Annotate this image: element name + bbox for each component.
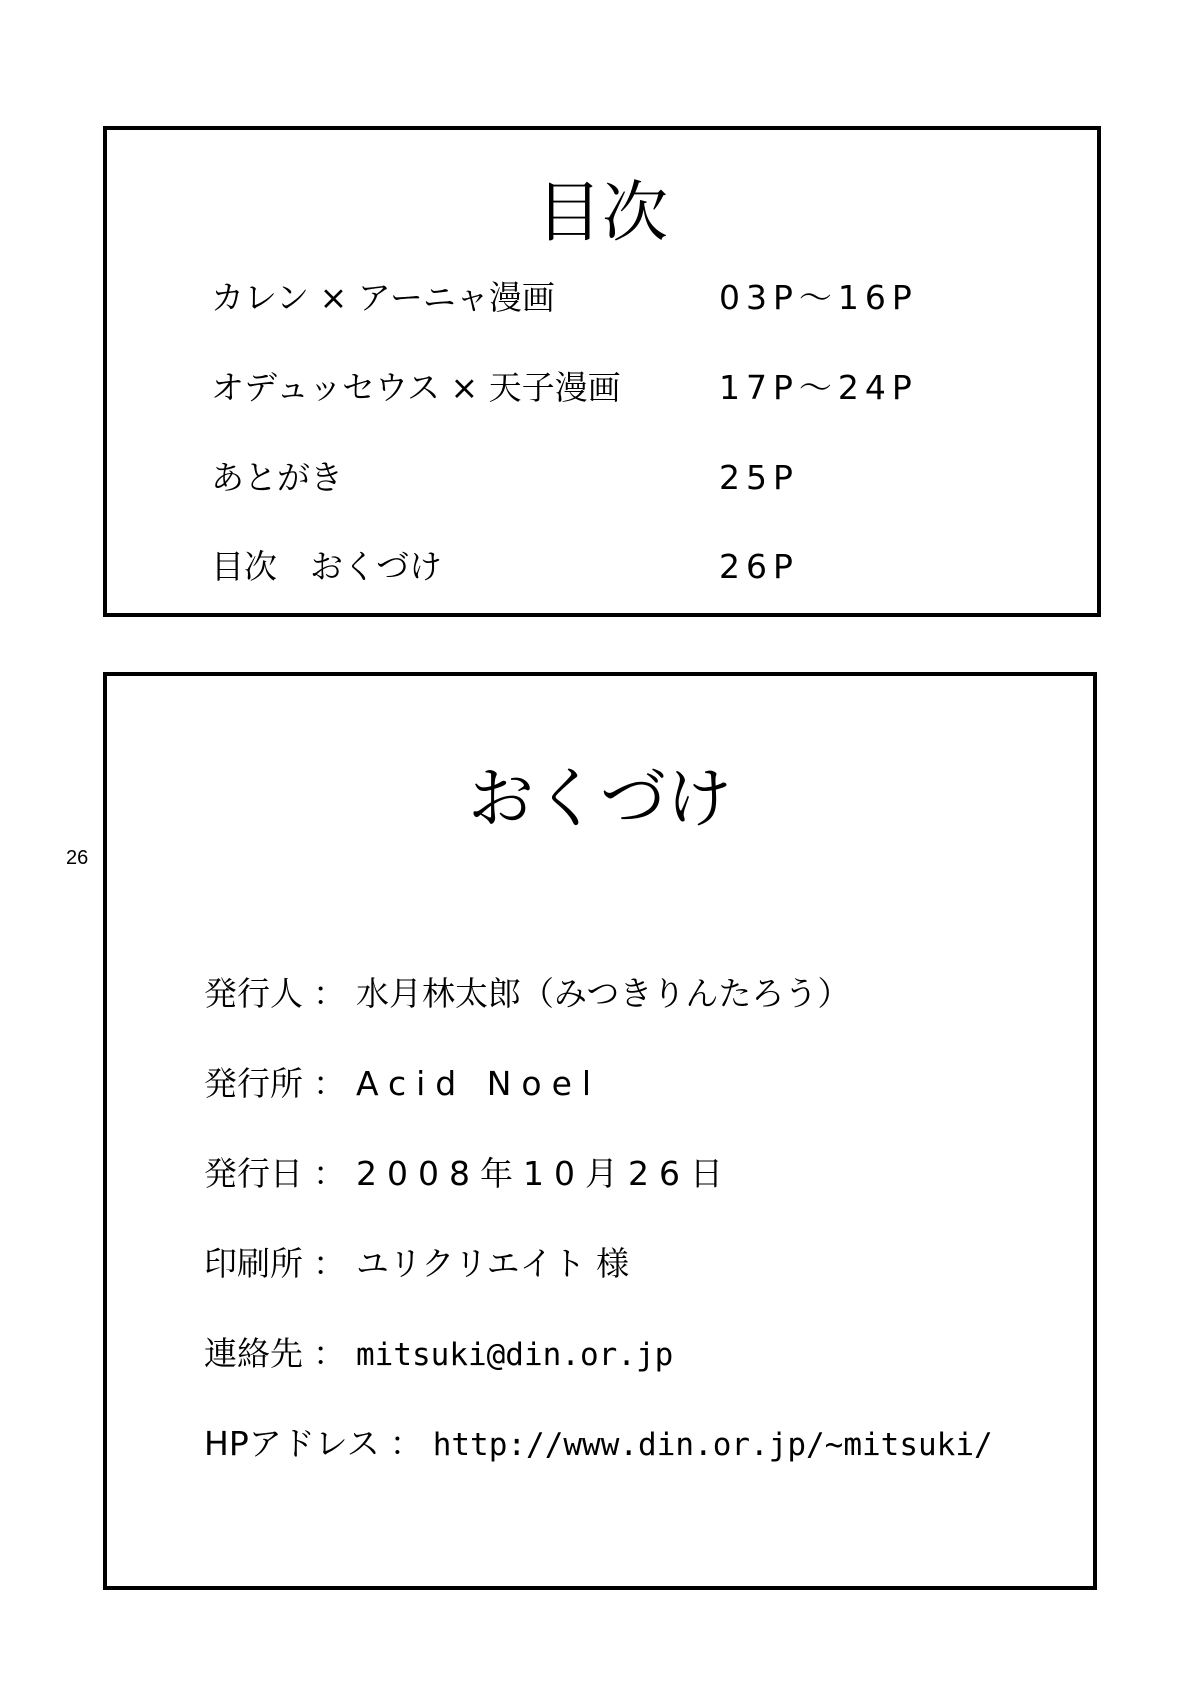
toc-entry-label: オデュッセウス × 天子漫画 xyxy=(211,368,621,407)
toc-entry-pages: 03P～16P xyxy=(719,278,918,317)
homepage-url-link[interactable]: http://www.din.or.jp/~mitsuki/ xyxy=(432,1427,993,1463)
colophon-key: 連絡先 xyxy=(204,1334,303,1373)
colophon-key: 発行所 xyxy=(204,1064,303,1103)
colophon-value: ユリクリエイト 様 xyxy=(356,1244,630,1283)
colophon-title: おくづけ xyxy=(468,760,732,837)
colophon-key: 発行日 xyxy=(204,1154,303,1193)
toc-entry-pages: 26P xyxy=(719,547,799,586)
colophon-row-circle xyxy=(204,1061,601,1107)
table-of-contents-box xyxy=(103,126,1101,617)
colophon-separator: ： xyxy=(313,1334,346,1373)
colophon-row-contact xyxy=(204,1331,673,1377)
contact-email-link[interactable]: mitsuki@din.or.jp xyxy=(356,1337,674,1373)
toc-entry xyxy=(107,544,1097,590)
toc-entry xyxy=(107,455,1097,501)
toc-entry-label: 目次 おくづけ xyxy=(211,547,442,586)
colophon-value: 2008年10月26日 xyxy=(356,1154,733,1193)
colophon-separator: ： xyxy=(313,1154,346,1193)
toc-entry-pages: 25P xyxy=(719,458,799,497)
toc-entry-pages: 17P～24P xyxy=(719,368,918,407)
toc-entry xyxy=(107,365,1097,411)
colophon-separator: ： xyxy=(313,1244,346,1283)
colophon-separator: ： xyxy=(389,1424,423,1463)
colophon-value: Acid Noel xyxy=(356,1064,602,1103)
colophon-value: 水月林太郎（みつきりんたろう） xyxy=(356,974,851,1013)
toc-title: 目次 xyxy=(536,174,668,251)
toc-entry-label: あとがき xyxy=(211,458,343,497)
colophon-key: HPアドレス xyxy=(204,1424,380,1463)
colophon-box xyxy=(103,672,1097,1590)
colophon-row-printer xyxy=(204,1241,629,1287)
colophon-row-date xyxy=(204,1151,733,1197)
colophon-key: 印刷所 xyxy=(204,1244,303,1283)
colophon-separator: ： xyxy=(313,974,346,1013)
colophon-row-publisher xyxy=(204,971,850,1017)
colophon-row-homepage xyxy=(204,1421,993,1467)
toc-entry-label: カレン × アーニャ漫画 xyxy=(211,278,555,317)
colophon-key: 発行人 xyxy=(204,974,303,1013)
page-number: 26 xyxy=(66,847,89,869)
toc-entry xyxy=(107,275,1097,321)
colophon-separator: ： xyxy=(313,1064,346,1103)
